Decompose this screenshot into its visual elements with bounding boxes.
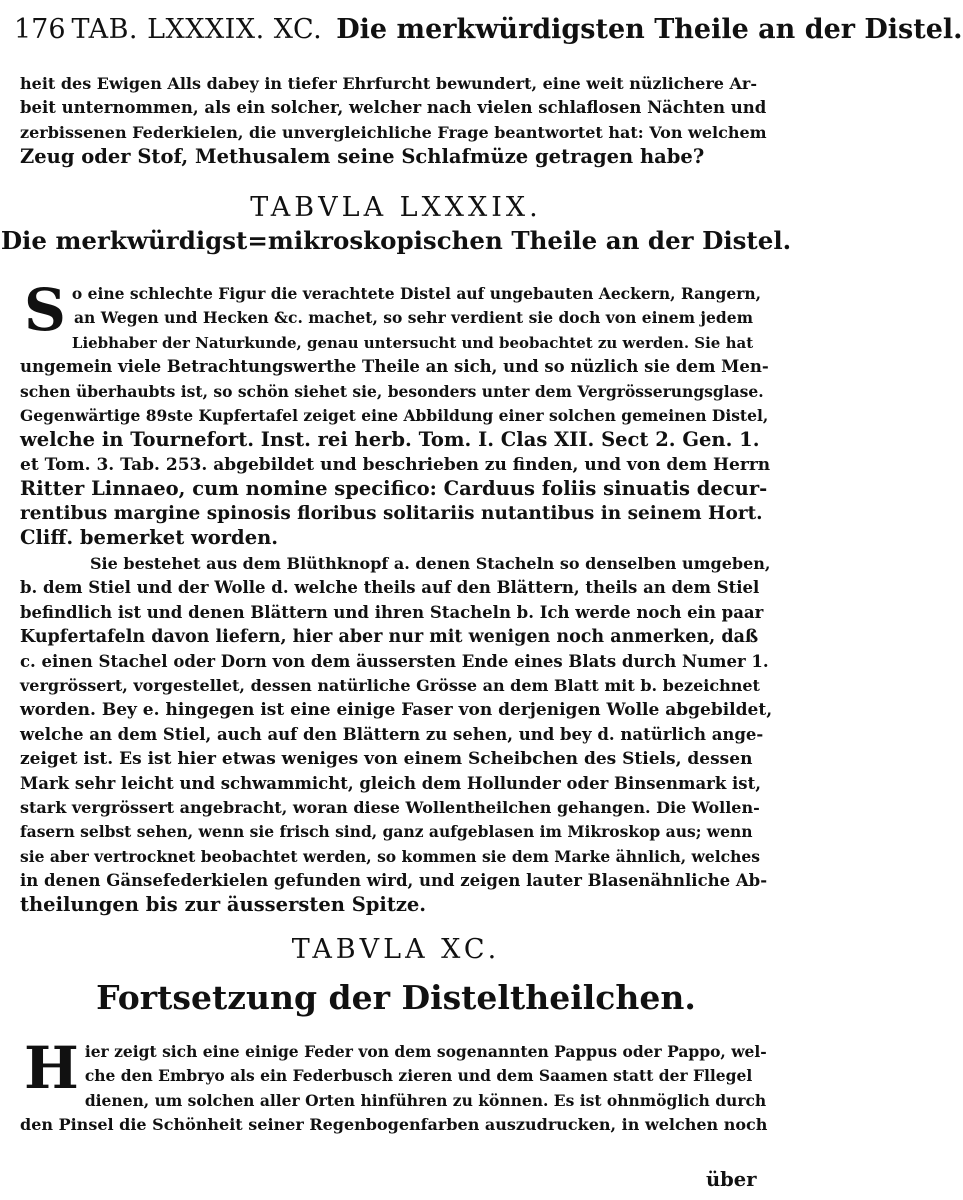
text-line: Ritter Linnaeo, cum nomine specifico: Carduus foliis sinuatis decur-: [20, 477, 768, 501]
text-line: che den Embryo als ein Federbusch zieren und dem Saamen statt der Fllegel: [84, 1066, 753, 1086]
text-line: zeiget ist. Es ist hier etwas weniges von einem Scheibchen des Stiels, dessen: [20, 749, 753, 770]
text-line: dienen, um solchen aller Orten hinführen zu können. Es ist ohnmöglich durch: [84, 1090, 767, 1110]
text-line: o eine schlechte Figur die verachtete Distel auf ungebauten Aeckern, Rangern,: [71, 284, 762, 303]
text-line: beit unternommen, als ein solcher, welcher nach vielen schlaflosen Nächten und: [20, 98, 767, 118]
text-line: Cliff. bemerket worden.: [20, 525, 279, 549]
text-line: schen überhaubts ist, so schön siehet sie, besonders unter dem Vergrösserungsglase.: [20, 381, 764, 401]
text-line: Gegenwärtige 89ste Kupfertafel zeiget eine Abbildung einer solchen gemeinen Distel,: [20, 405, 769, 425]
text-line: c. einen Stachel oder Dorn von dem äussersten Ende eines Blats durch Numer 1.: [20, 651, 769, 671]
text-line: Liebhaber der Naturkunde, genau untersucht und beobachtet zu werden. Sie hat: [71, 333, 754, 352]
plate-reference: TAB. LXXXIX. XC.: [71, 14, 323, 45]
text-line: welche in Tournefort. Inst. rei herb. Tom. I. Clas XII. Sect 2. Gen. 1.: [20, 428, 760, 452]
running-head: [14, 14, 963, 60]
text-line: vergrössert, vorgestellet, dessen natürliche Grösse an dem Blatt mit b. bezeichnet: [20, 675, 760, 695]
text-line: b. dem Stiel und der Wolle d. welche theils auf den Blättern, theils an dem Stiel: [20, 578, 760, 598]
section-title: Die merkwürdigst=mikroskopischen Theile an der Distel.: [0, 226, 792, 255]
text-line: zerbissenen Federkielen, die unvergleichliche Frage beantwortet hat: Von welchem: [20, 122, 767, 142]
section-label: TABVLA LXXXIX.: [250, 192, 542, 223]
text-line: stark vergrössert angebracht, woran diese Wollentheilchen gehangen. Die Wollen-: [20, 797, 760, 817]
catchword: über: [706, 1168, 757, 1191]
section-title: Fortsetzung der Disteltheilchen.: [96, 978, 696, 1017]
section1-paragraph: [20, 276, 772, 550]
section2-paragraph: [20, 1034, 772, 1138]
text-line: an Wegen und Hecken &c. machet, so sehr verdient sie doch von einem jedem: [74, 308, 753, 328]
text-line: welche an dem Stiel, auch auf den Blättern zu sehen, und bey d. natürlich ange-: [20, 724, 764, 744]
drop-capital: S: [24, 276, 66, 344]
text-line: theilungen bis zur äussersten Spitze.: [20, 893, 427, 917]
text-line: et Tom. 3. Tab. 253. abgebildet und beschrieben zu finden, und von dem Herrn: [20, 454, 771, 475]
text-line: ier zeigt sich eine einige Feder von dem sogenannten Pappus oder Pappo, wel-: [84, 1042, 767, 1061]
text-line: befindlich ist und denen Blättern und ihren Stacheln b. Ich werde noch ein paar: [20, 602, 764, 622]
text-line: heit des Ewigen Alls dabey in tiefer Ehrfurcht bewundert, eine weit nüzlichere Ar-: [20, 74, 757, 93]
text-line: ungemein viele Betrachtungswerthe Theile an sich, und so nüzlich sie dem Men-: [20, 357, 769, 377]
text-line: rentibus margine spinosis floribus solitariis nutantibus in seinem Hort.: [20, 502, 763, 524]
section1-paragraph-2: [20, 552, 772, 918]
text-line: Zeug oder Stof, Methusalem seine Schlafmüze getragen habe?: [20, 145, 705, 169]
text-line: sie aber vertrocknet beobachtet werden, so kommen sie dem Marke ähnlich, welches: [20, 846, 760, 866]
section-label: TABVLA XC.: [291, 934, 501, 965]
running-title: Die merkwürdigsten Theile an der Distel.: [336, 14, 963, 45]
text-line: Mark sehr leicht und schwammicht, gleich dem Hollunder oder Binsenmark ist,: [20, 773, 761, 793]
page-number: 176: [14, 14, 66, 45]
text-line: in denen Gänsefederkielen gefunden wird, und zeigen lauter Blasenähnliche Ab-: [20, 871, 768, 891]
text-line: den Pinsel die Schönheit seiner Regenbogenfarben auszudrucken, in welchen noch: [20, 1115, 768, 1135]
text-line: worden. Bey e. hingegen ist eine einige Faser von derjenigen Wolle abgebildet,: [20, 700, 773, 721]
text-line: Kupfertafeln davon liefern, hier aber nur mit wenigen noch anmerken, daß: [20, 627, 759, 648]
drop-capital: H: [24, 1034, 79, 1102]
text-line: fasern selbst sehen, wenn sie frisch sind, ganz aufgeblasen im Mikroskop aus; wenn: [20, 822, 753, 842]
intro-paragraph: [20, 72, 772, 170]
text-line: Sie bestehet aus dem Blüthknopf a. denen Stacheln so denselben umgeben,: [90, 554, 771, 573]
